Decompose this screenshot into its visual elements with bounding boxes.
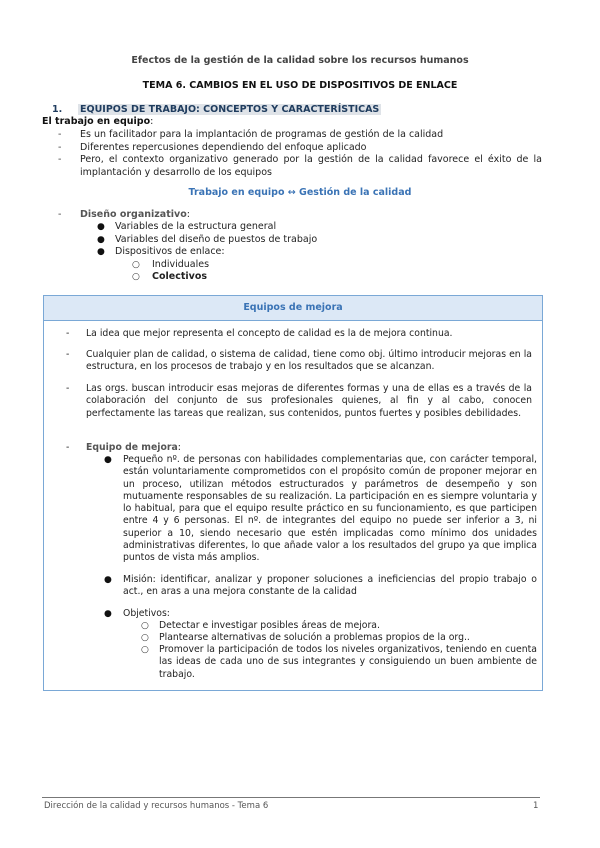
relation-line: Trabajo en equipo ↔ Gestión de la calidad [188,187,412,198]
diseno-organizativo: - Diseño organizativo: [58,209,190,220]
footer-text: Dirección de la calidad y recursos humanos - Tema 6 [44,801,269,811]
section-title: EQUIPOS DE TRABAJO: CONCEPTOS Y CARACTERÍSTICAS [80,104,380,115]
diseno-bullets [97,221,318,284]
equipo-mejora-colon: : [177,442,181,453]
section-number: 1. [52,104,63,115]
trabajo-equipo-colon: : [150,116,154,127]
diseno-colon: : [186,209,190,220]
list-item: - Es un facilitador para la implantación de programas de gestión de la calidad [58,129,444,140]
trabajo-equipo-list [58,129,542,179]
box-title: Equipos de mejora [44,296,542,321]
objective-item: ○ Detectar e investigar posibles áreas de mejora. [141,620,380,631]
list-item: ● Variables del diseño de puestos de trabajo [97,233,318,245]
objetivos: ● Objetivos: [104,608,170,619]
objective-item: ○ Promover la participación de todos los niveles organizativos, teniendo en cuenta las ideas de cada uno de sus integrantes y consiguiendo un buen ambiente de trabajo. [141,644,537,680]
objective-item: ○ Plantearse alternativas de solución a problemas propios de la org.. [141,632,470,643]
trabajo-equipo-label: El trabajo en equipo [42,116,151,127]
equipo-mejora-heading: - Equipo de mejora: [66,442,181,453]
equipos-mejora-box [43,295,543,691]
equipo-definition: ● Pequeño nº. de personas con habilidades complementarias que, con carácter temporal, están voluntariamente comprometidos con el propósito común de proponer mejorar en un proceso, utilizan métodos estructurados y parámetros de desempeño y son mutuamente responsables de su realización. La participación en es siempre voluntaria y lo habitual, para que el equipo resulte práctico en su funcionamiento, es que participen entre 4 y 6 personas. El nº. de integrantes del equipo no puede ser inferior a 3, ni superior a 10, siendo necesario que estén implicadas como mínimo dos unidades administrativas diferentes, lo que añade valor a los resultados del grupo ya que implica puntos de vista más amplios. [104,454,537,564]
box-paragraph: - Cualquier plan de calidad, o sistema de calidad, tiene como obj. último introducir mejoras en la estructura, en los procesos de trabajo y en los resultados que se alcanzan. [66,349,532,373]
list-item: - Diferentes repercusiones dependiendo del enfoque aplicado [58,141,367,153]
box-paragraph: - Las orgs. buscan introducir esas mejoras de diferentes formas y una de ellas es a través de la colaboración del conjunto de sus profesionales quienes, al fin y al cabo, conocen perfectamente las tareas que realizan, sus contenidos, puntos fuertes y posibles debilidades. [66,383,532,419]
page-number: 1 [533,801,539,811]
list-item: ○ Colectivos [132,271,208,282]
list-item: ● Variables de la estructura general [97,221,277,232]
document-subtitle: Efectos de la gestión de la calidad sobre los recursos humanos [131,55,469,66]
footer-divider [42,797,540,798]
list-item: ○ Individuales [132,258,210,270]
equipo-mejora-label: Equipo de mejora [86,442,178,453]
section-heading [52,104,381,115]
trabajo-equipo-heading [42,116,153,127]
diseno-label: Diseño organizativo [80,209,187,220]
box-paragraph: - La idea que mejor representa el concepto de calidad es la de mejora continua. [66,328,453,339]
list-item: ● Dispositivos de enlace: [97,246,225,257]
document-title: TEMA 6. CAMBIOS EN EL USO DE DISPOSITIVOS DE ENLACE [142,80,458,91]
mision: ● Misión: identificar, analizar y proponer soluciones a ineficiencias del propio trabajo o act., en aras a una mejora constante de la calidad [104,574,537,598]
list-item: - Pero, el contexto organizativo generado por la gestión de la calidad favorece el éxito de la implantación y desarrollo de los equipos [58,154,542,178]
